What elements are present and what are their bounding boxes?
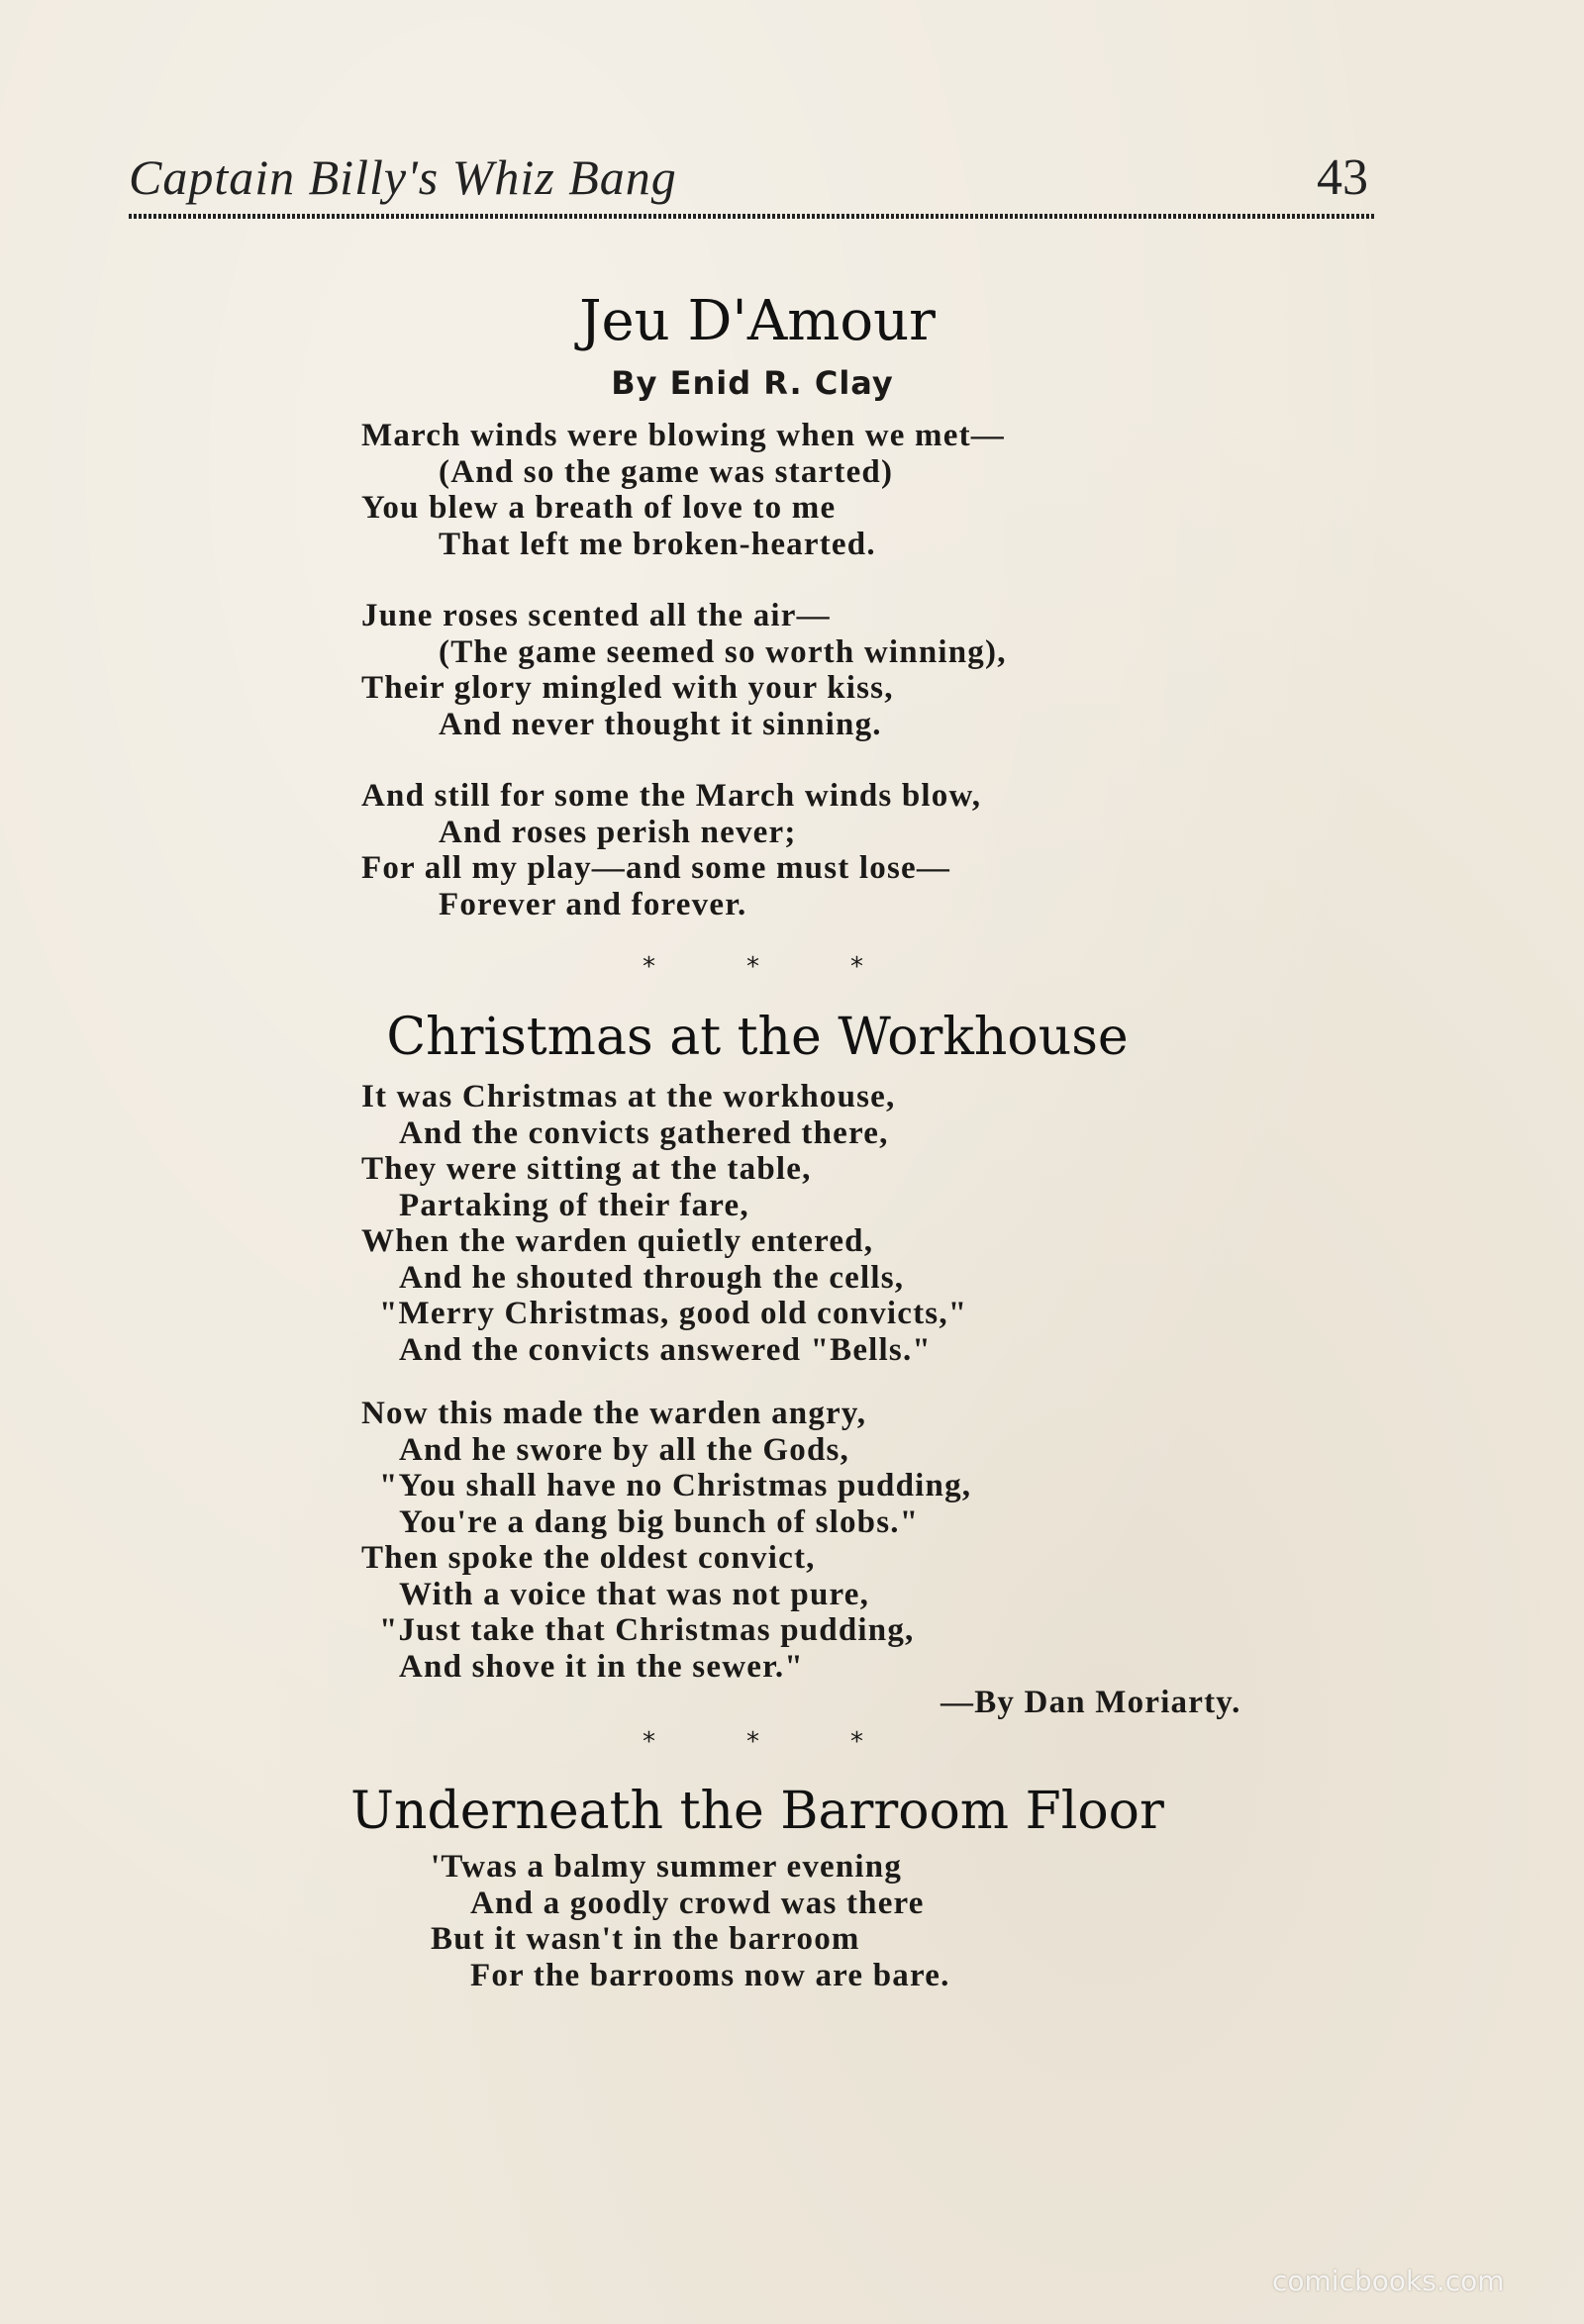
verse-line: And he swore by all the Gods,: [399, 1431, 850, 1468]
verse-line: (The game seemed so worth winning),: [439, 633, 1007, 670]
separator-star: *: [643, 1727, 655, 1757]
verse-line: That left me broken-hearted.: [439, 526, 876, 562]
verse-line: And still for some the March winds blow,: [361, 778, 982, 814]
poem-3-stanza-1: [431, 1849, 950, 1993]
verse-line: You're a dang big bunch of slobs.": [399, 1503, 920, 1540]
verse-line: Then spoke the oldest convict,: [361, 1540, 816, 1576]
verse-line: And the convicts answered "Bells.": [399, 1331, 932, 1368]
verse-line: And a goodly crowd was there: [470, 1885, 925, 1921]
poem-credit: —By Dan Moriarty.: [940, 1685, 1241, 1720]
page-number: 43: [1317, 149, 1368, 206]
section-separator: [597, 1727, 909, 1757]
verse-line: And shove it in the sewer.": [399, 1648, 804, 1685]
separator-star: *: [850, 952, 863, 982]
verse-line: It was Christmas at the workhouse,: [361, 1079, 896, 1114]
verse-line: But it wasn't in the barroom: [431, 1921, 860, 1957]
header-rule: [129, 214, 1376, 219]
verse-line: Their glory mingled with your kiss,: [361, 670, 894, 706]
verse-line: You blew a breath of love to me: [361, 490, 837, 526]
poem-1-stanza-1: [361, 418, 1007, 922]
verse-line: And he shouted through the cells,: [399, 1259, 905, 1296]
verse-line: And roses perish never;: [439, 814, 797, 850]
verse-line: They were sitting at the table,: [361, 1151, 812, 1187]
separator-star: *: [746, 952, 759, 982]
running-header: Captain Billy's Whiz Bang: [129, 149, 677, 205]
verse-line: Partaking of their fare,: [399, 1187, 749, 1223]
verse-line: For all my play—and some must lose—: [361, 850, 951, 886]
poem-title-christmas-at-the-workhouse: Christmas at the Workhouse: [386, 1008, 1129, 1067]
verse-line: "Just take that Christmas pudding,: [379, 1612, 915, 1648]
verse-line: And never thought it sinning.: [439, 706, 882, 742]
site-watermark: comicbooks.com: [1272, 2265, 1505, 2297]
poem-byline: By Enid R. Clay: [611, 364, 894, 402]
verse-line: And the convicts gathered there,: [399, 1114, 889, 1151]
verse-line: For the barrooms now are bare.: [470, 1957, 950, 1993]
poem-title-underneath-the-barroom-floor: Underneath the Barroom Floor: [350, 1782, 1164, 1841]
verse-line: When the warden quietly entered,: [361, 1223, 874, 1259]
verse-line: June roses scented all the air—: [361, 598, 831, 633]
verse-line: (And so the game was started): [439, 453, 894, 490]
poem-2-stanza-1: [361, 1079, 971, 1685]
verse-line: Forever and forever.: [439, 886, 747, 922]
separator-star: *: [746, 1727, 759, 1757]
verse-line: March winds were blowing when we met—: [361, 418, 1005, 453]
separator-star: *: [850, 1727, 863, 1757]
verse-line: "Merry Christmas, good old convicts,": [379, 1296, 968, 1331]
poem-title-jeu-damour: Jeu D'Amour: [579, 289, 936, 353]
separator-star: *: [643, 952, 655, 982]
verse-line: With a voice that was not pure,: [399, 1576, 870, 1612]
verse-line: 'Twas a balmy summer evening: [431, 1849, 903, 1885]
section-separator: [597, 952, 909, 982]
verse-line: "You shall have no Christmas pudding,: [379, 1468, 972, 1503]
verse-line: Now this made the warden angry,: [361, 1396, 867, 1431]
